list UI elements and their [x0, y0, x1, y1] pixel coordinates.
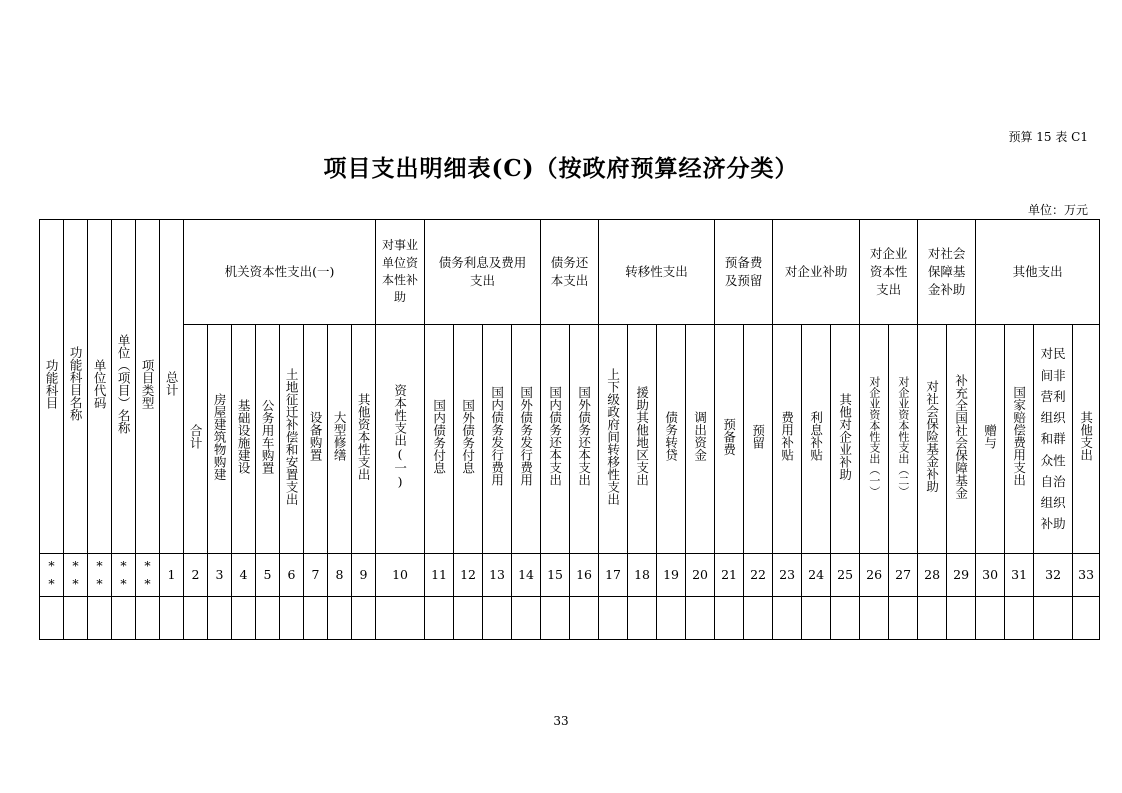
data-cell: [304, 597, 328, 640]
index-cell: 2: [184, 554, 208, 597]
sub-col: 国外债务付息: [454, 325, 483, 554]
data-cell: [657, 597, 686, 640]
data-cell: [541, 597, 570, 640]
sub-col: 费用补贴: [773, 325, 802, 554]
star-cell: * *: [40, 554, 64, 597]
index-cell: 23: [773, 554, 802, 597]
sub-col: 债务转贷: [657, 325, 686, 554]
data-cell: [208, 597, 232, 640]
index-cell: 9: [352, 554, 376, 597]
empty-data-row: [40, 597, 1100, 640]
sub-col: 其他对企业补助: [831, 325, 860, 554]
sub-col: 房屋建筑物购建: [208, 325, 232, 554]
data-cell: [425, 597, 454, 640]
sub-col: 其他资本性支出: [352, 325, 376, 554]
index-cell: 26: [860, 554, 889, 597]
data-cell: [1005, 597, 1034, 640]
left-col: 功能科目: [40, 220, 64, 554]
sub-col: 合计: [184, 325, 208, 554]
data-cell: [918, 597, 947, 640]
data-cell: [1034, 597, 1073, 640]
data-cell: [454, 597, 483, 640]
expenditure-table: [39, 219, 1100, 640]
index-cell: 5: [256, 554, 280, 597]
sub-col: 上下级政府间转移性支出: [599, 325, 628, 554]
index-cell: 32: [1034, 554, 1073, 597]
group-header: 对企业资本性支出: [860, 220, 918, 325]
sub-col: 补充全国社会保障基金: [947, 325, 976, 554]
data-cell: [280, 597, 304, 640]
data-cell: [773, 597, 802, 640]
sub-col: 大型修缮: [328, 325, 352, 554]
sub-col: 国家赔偿费用支出: [1005, 325, 1034, 554]
index-cell: 15: [541, 554, 570, 597]
data-cell: [976, 597, 1005, 640]
data-cell: [40, 597, 64, 640]
sub-col: 其他支出: [1073, 325, 1100, 554]
data-cell: [1073, 597, 1100, 640]
data-cell: [889, 597, 918, 640]
star-cell: * *: [64, 554, 88, 597]
data-cell: [802, 597, 831, 640]
left-col: 单位代码: [88, 220, 112, 554]
sub-col: 赠与: [976, 325, 1005, 554]
data-cell: [376, 597, 425, 640]
data-cell: [88, 597, 112, 640]
left-col: 功能科目名称: [64, 220, 88, 554]
index-cell: 19: [657, 554, 686, 597]
group-header: 对企业补助: [773, 220, 860, 325]
index-cell: 29: [947, 554, 976, 597]
sub-col: 基础设施建设: [232, 325, 256, 554]
index-cell: 17: [599, 554, 628, 597]
index-cell: 22: [744, 554, 773, 597]
sub-col: 国内债务发行费用: [483, 325, 512, 554]
sub-col: 调出资金: [686, 325, 715, 554]
index-cell: 7: [304, 554, 328, 597]
index-cell: 4: [232, 554, 256, 597]
group-header: 对事业单位资本性补助: [376, 220, 425, 325]
index-cell: 25: [831, 554, 860, 597]
data-cell: [328, 597, 352, 640]
sub-col: 援助其他地区支出: [628, 325, 657, 554]
unit-label: 单位：万元: [1027, 203, 1088, 217]
index-cell: 10: [376, 554, 425, 597]
left-col: 总计: [160, 220, 184, 554]
data-cell: [136, 597, 160, 640]
data-cell: [483, 597, 512, 640]
data-cell: [715, 597, 744, 640]
index-cell: 11: [425, 554, 454, 597]
sub-col: 对社会保险基金补助: [918, 325, 947, 554]
sub-col: 国内债务付息: [425, 325, 454, 554]
data-cell: [860, 597, 889, 640]
sub-col: 对企业资本性支出（一）: [860, 325, 889, 554]
group-header: 预备费及预留: [715, 220, 773, 325]
data-cell: [64, 597, 88, 640]
sub-col: 对民间非营利组织和群众性自治组织补助: [1034, 325, 1073, 554]
group-header: 债务利息及费用支出: [425, 220, 541, 325]
index-cell: 28: [918, 554, 947, 597]
star-cell: * *: [136, 554, 160, 597]
star-cell: * *: [88, 554, 112, 597]
index-cell: 8: [328, 554, 352, 597]
data-cell: [112, 597, 136, 640]
data-cell: [184, 597, 208, 640]
page-title: 项目支出明细表(C)（按政府预算经济分类）: [323, 155, 799, 182]
index-cell: 6: [280, 554, 304, 597]
sub-col: 利息补贴: [802, 325, 831, 554]
index-cell: 21: [715, 554, 744, 597]
data-cell: [599, 597, 628, 640]
sub-col: 土地征迁补偿和安置支出: [280, 325, 304, 554]
group-header: 对社会保障基金补助: [918, 220, 976, 325]
sub-col: 预留: [744, 325, 773, 554]
sub-col: 公务用车购置: [256, 325, 280, 554]
data-cell: [831, 597, 860, 640]
data-cell: [256, 597, 280, 640]
sub-col: 国外债务还本支出: [570, 325, 599, 554]
sub-col: 对企业资本性支出（二）: [889, 325, 918, 554]
sub-col: 预备费: [715, 325, 744, 554]
index-cell: 31: [1005, 554, 1034, 597]
index-cell: 18: [628, 554, 657, 597]
index-cell: 1: [160, 554, 184, 597]
index-cell: 27: [889, 554, 918, 597]
sub-col: 国内债务还本支出: [541, 325, 570, 554]
index-cell: 3: [208, 554, 232, 597]
data-cell: [352, 597, 376, 640]
index-cell: 20: [686, 554, 715, 597]
data-cell: [512, 597, 541, 640]
data-cell: [744, 597, 773, 640]
group-header: 机关资本性支出(一): [184, 220, 376, 325]
sub-header-row: [40, 325, 1100, 554]
star-cell: * *: [112, 554, 136, 597]
sub-col: 设备购置: [304, 325, 328, 554]
form-reference: 预算 15 表 C1: [1008, 130, 1088, 144]
sub-col: 资本性支出(一): [376, 325, 425, 554]
index-cell: 12: [454, 554, 483, 597]
left-col: 项目类型: [136, 220, 160, 554]
data-cell: [570, 597, 599, 640]
group-header-row: [40, 220, 1100, 325]
data-cell: [628, 597, 657, 640]
index-cell: 13: [483, 554, 512, 597]
data-cell: [160, 597, 184, 640]
index-cell: 30: [976, 554, 1005, 597]
data-cell: [947, 597, 976, 640]
left-col: 单位（项目）名称: [112, 220, 136, 554]
sub-col: 国外债务发行费用: [512, 325, 541, 554]
data-cell: [686, 597, 715, 640]
group-header: 转移性支出: [599, 220, 715, 325]
data-cell: [232, 597, 256, 640]
index-cell: 33: [1073, 554, 1100, 597]
index-cell: 14: [512, 554, 541, 597]
page-number: 33: [553, 714, 569, 728]
index-row: [40, 554, 1100, 597]
index-cell: 24: [802, 554, 831, 597]
index-cell: 16: [570, 554, 599, 597]
group-header: 债务还本支出: [541, 220, 599, 325]
group-header: 其他支出: [976, 220, 1100, 325]
